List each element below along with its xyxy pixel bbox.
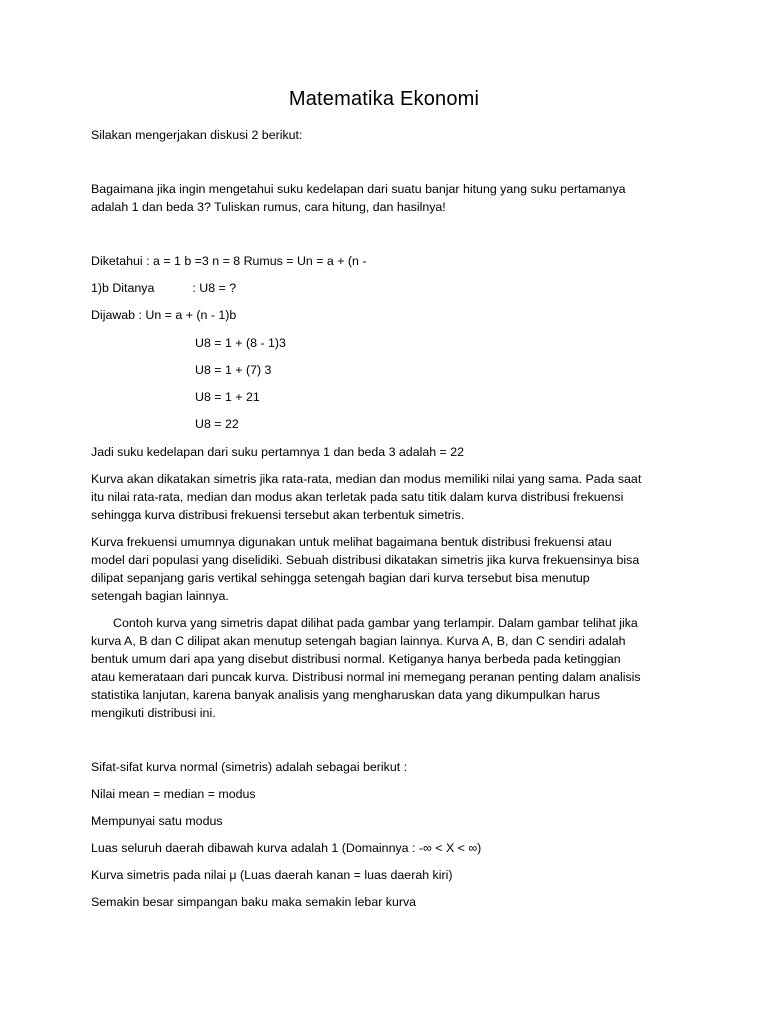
ditanya-line [91,279,681,297]
paragraph-line: setengah bagian lainnya. [91,589,229,603]
solution-step: U8 = 22 [195,417,239,431]
paragraph-line: Contoh kurva yang simetris dapat dilihat pada gambar yang terlampir. Dalam gambar telihat jika [113,616,638,630]
dijawab-line: Dijawab : Un = a + (n - 1)b [91,308,237,322]
sifat-item: Semakin besar simpangan baku maka semakin lebar kurva [91,895,417,909]
sifat-item: Kurva simetris pada nilai μ (Luas daerah kanan = luas daerah kiri) [91,868,453,882]
question-line: Bagaimana jika ingin mengetahui suku kedelapan dari suatu banjar hitung yang suku pertamanya [91,182,626,196]
paragraph-line: model dari populasi yang diselidiki. Sebuah distribusi dikatakan simetris jika kurva frekuensinya bisa [91,553,640,567]
question-line: adalah 1 dan beda 3? Tuliskan rumus, cara hitung, dan hasilnya! [91,200,446,214]
solution-step: U8 = 1 + 21 [195,390,260,404]
sifat-item: Nilai mean = median = modus [91,787,256,801]
paragraph-line: atau kemerataan dari puncak kurva. Distribusi normal ini memegang peranan penting dalam analisis [91,670,641,684]
paragraph-example [91,614,681,722]
intro-text: Silakan mengerjakan diskusi 2 berikut: [91,128,303,142]
question-paragraph [91,180,681,216]
paragraph-line: dilipat sepanjang garis vertikal sehingga setengah bagian dari kurva tersebut bisa menutup [91,571,590,585]
paragraph-line: bentuk umum dari apa yang disebut distribusi normal. Ketiganya hanya berbeda pada ketinggian [91,652,621,666]
sifat-item: Mempunyai satu modus [91,814,223,828]
paragraph-line: itu nilai rata-rata, median dan modus akan terletak pada satu titik dalam kurva distribusi frekuensi [91,490,624,504]
solution-step: U8 = 1 + (8 - 1)3 [195,336,286,350]
solution-step: U8 = 1 + (7) 3 [195,363,272,377]
page-title: Matematika Ekonomi [288,88,480,110]
paragraph-line: mengikuti distribusi ini. [91,706,216,720]
diketahui-line: Diketahui : a = 1 b =3 n = 8 Rumus = Un = a + (n - [91,254,367,268]
conclusion-line: Jadi suku kedelapan dari suku pertamnya 1 dan beda 3 adalah = 22 [91,445,465,459]
sifat-item: Luas seluruh daerah dibawah kurva adalah 1 (Domainnya : -∞ < X < ∞) [91,841,482,855]
paragraph-line: Kurva frekuensi umumnya digunakan untuk melihat bagaimana bentuk distribusi frekuensi atau [91,535,612,549]
paragraph-line: Kurva akan dikatakan simetris jika rata-rata, median dan modus memiliki nilai yang sama. Pada saat [91,472,642,486]
sifat-heading: Sifat-sifat kurva normal (simetris) adalah sebagai berikut : [91,760,408,774]
paragraph-line: statistika lanjutan, karena banyak analisis yang mengharuskan data yang dikumpulkan harus [91,688,601,702]
paragraph-symmetric [91,470,681,524]
paragraph-frequency-curve [91,533,681,605]
ditanya-label: 1)b Ditanya [91,281,155,295]
paragraph-line: kurva A, B dan C dilipat akan menutup setengah bagian lainnya. Kurva A, B, dan C sendiri adalah [91,634,626,648]
ditanya-value: : U8 = ? [192,281,237,295]
paragraph-line: sehingga kurva distribusi frekuensi tersebut akan terbentuk simetris. [91,508,465,522]
